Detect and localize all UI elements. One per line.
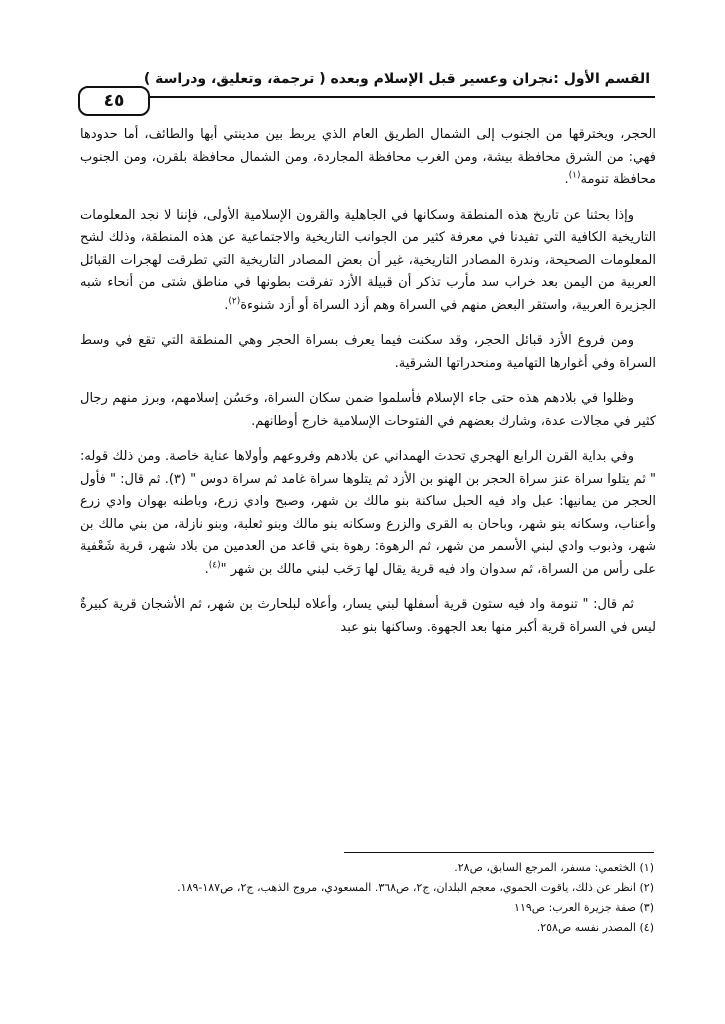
paragraph-6 (80, 594, 656, 639)
footnote-ref: (١) (568, 170, 581, 181)
paragraph-1 (80, 124, 656, 192)
footnotes (80, 858, 654, 938)
footnote-ref: (٢) (228, 296, 241, 307)
body-text (80, 124, 656, 652)
page-number: ٤٥ (78, 86, 150, 116)
paragraph-2 (80, 205, 656, 318)
paragraph-end: . (564, 172, 569, 187)
paragraph-3 (80, 330, 656, 375)
paragraph-text: ومن فروع الأزد قبائل الحجر، وقد سكنت فيما يعرف بسراة الحجر وهي المنطقة التي تقع في وسط السراة وفي أغوارها التهامية ومنحدراتها الشرقية. (80, 333, 656, 371)
paragraph-text: وإذا بحثنا عن تاريخ هذه المنطقة وسكانها في الجاهلية والقرون الإسلامية الأولى، فإننا لا نجد المعلومات التاريخية الكافية التي تفيدنا في معرفة كثير من الجوانب التاريخية والاجتماعية عن هذه المنطقة، وذلك لشح المعلومات الصحيحة، وندرة المصادر التاريخية، غير أن بعض المصادر التاريخية التي تطرقت لهجرات القبائل العربية من اليمن بعد خراب سد مأرب تذكر أن قبيلة الأزد تفرقت بطونها في مناطق شتى من أنحاء شبه الجزيرة العربية، واستقر البعض منهم في السراة وهم أزد السراة أو أزد شنوءة (80, 207, 656, 313)
paragraph-4 (80, 388, 656, 433)
paragraph-text: وفي بداية القرن الرابع الهجري تحدث الهمداني عن بلادهم وفروعهم وأولاها عناية خاصة. ومن ذلك قوله: " ثم يتلوا سراة عنز سراة الحجر بن الهنو بن الأزد ثم يتلوها سراة غامد ثم سراة دوس " (٣). ثم قال: " فأول الحجر من يمانيها: عبل واد فيه الحبل ساكنة بنو مالك بن شهر، وصبح وادي زرع، وباطنه بهوان وادي زرع وأعناب، وسكانه بنو شهر، وباحان به القرى والزرع وسكانه بنو مالك وبنو ثعلبة، وبنو نازلة، من بني مالك بن شهر، وذبوب وادي لبني الأسمر من شهر، ثم الرهوة: رهوة بني قاعد من العدمين من بلاد شهر، قرية شَعْفية على رأس من السراة، ثم سدوان واد فيه قرية يقال لها رَحَب لبني مالك بن شهر " (80, 449, 657, 577)
paragraph-text: ثم قال: " تنومة واد فيه ستون قرية أسفلها لبني يسار، وأعلاه لبلحارث بن شهر، ثم الأشجان قرية كبيرةٌ ليس في السراة قرية أكبر منها بعد الجهوة. وساكنها بنو عبد (80, 597, 656, 635)
footnote-ref: (٤) (208, 560, 221, 571)
footnote-3: (٣) صفة جزيرة العرب: ص١١٩ (514, 901, 654, 914)
footnote-rule (344, 852, 654, 853)
footnote-1: (١) الخثعمي: مسفر، المرجع السابق، ص٢٨. (454, 861, 654, 874)
paragraph-5 (80, 446, 656, 581)
footnote-2: (٢) انظر عن ذلك، ياقوت الحموي، معجم البلدان، ج٢، ص٣٦٨. المسعودي، مروج الذهب، ج٢، ص١٨٧-١٨٩. (177, 881, 654, 894)
running-header: القسم الأول :نجران وعسير قبل الإسلام وبعده ( ترجمة، وتعليق، ودراسة ) (143, 71, 650, 87)
footnote-4: (٤) المصدر نفسه ص٢٥٨. (536, 921, 654, 934)
paragraph-text: الحجر، ويخترقها من الجنوب إلى الشمال الطريق العام الذي يربط بين مدينتي أبها والطائف، أما حدودها فهي: من الشرق محافظة بيشة، ومن الغرب محافظة المجاردة، ومن الشمال محافظة بلقرن، ومن الجنوب محافظة تنومة (80, 127, 656, 187)
paragraph-end: . (224, 297, 229, 313)
header-rule (150, 96, 655, 98)
paragraph-end: . (204, 561, 209, 577)
paragraph-text: وظلوا في بلادهم هذه حتى جاء الإسلام فأسلموا ضمن سكان السراة، وحَسُن إسلامهم، وبرز منهم رجال كثير في مجالات عدة، وشارك بعضهم في الفتوحات الإسلامية خارج أوطانهم. (80, 391, 656, 429)
